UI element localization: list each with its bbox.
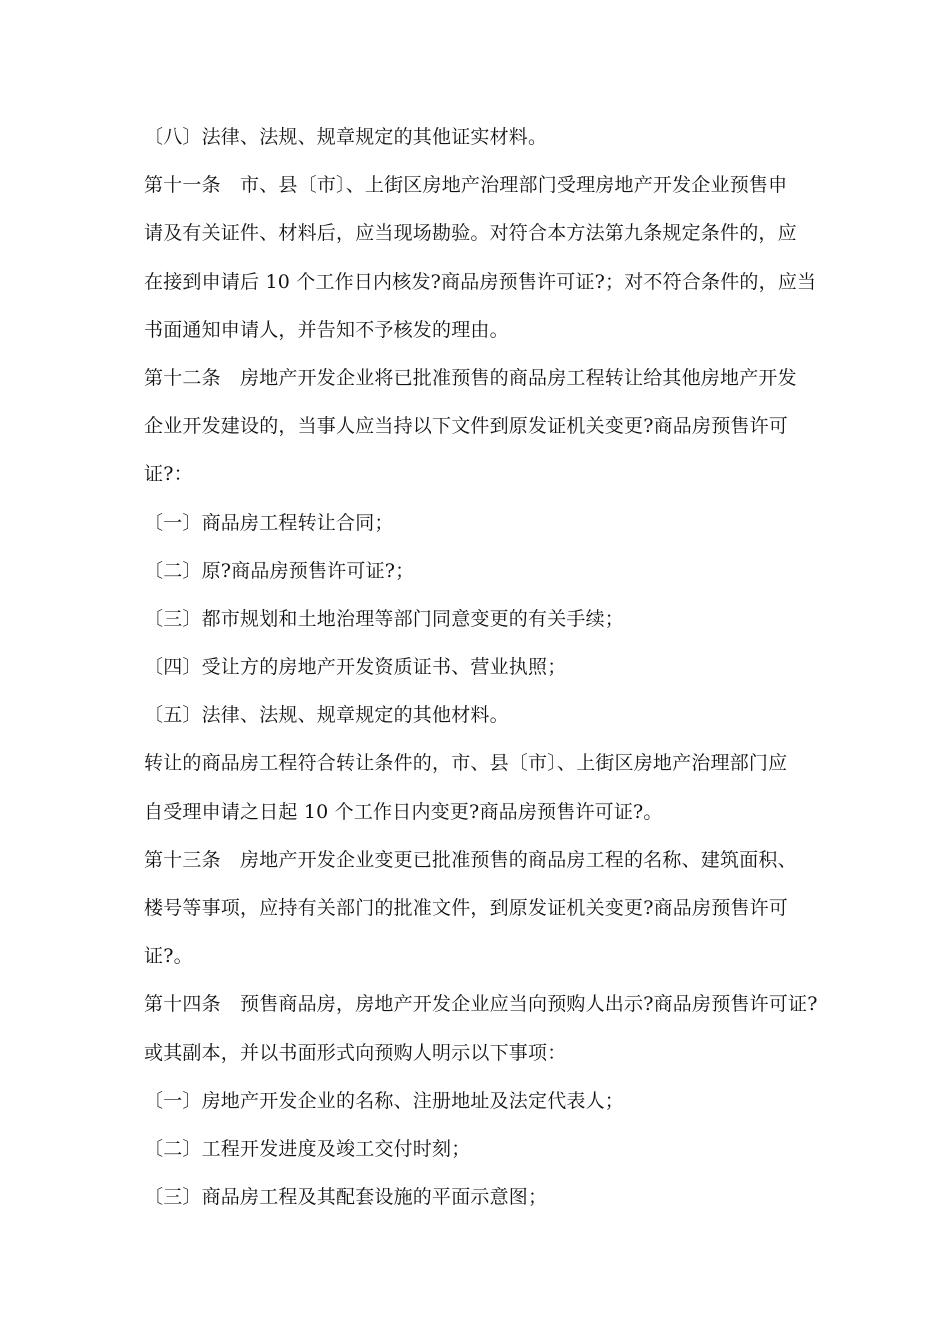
article-12-line-1: 第十二条 房地产开发企业将已批准预售的商品房工程转让给其他房地产开发 [144, 366, 797, 389]
article-12-item-1: 〔一〕商品房工程转让合同； [144, 511, 394, 534]
article-14-line-1: 第十四条 预售商品房，房地产开发企业应当向预购人出示?商品房预售许可证? [144, 993, 818, 1016]
article-14-item-2: 〔二〕工程开发进度及竣工交付时刻； [144, 1137, 471, 1160]
article-11-line-3: 在接到申请后 10 个工作日内核发?商品房预售许可证?；对不符合条件的，应当 [144, 270, 817, 293]
clause-item-8: 〔八〕法律、法规、规章规定的其他证实材料。 [144, 126, 548, 148]
article-11-line-1: 第十一条 市、县〔市〕、上街区房地产治理部门受理房地产开发企业预售申 [144, 174, 788, 197]
document-body [144, 113, 834, 1221]
article-12-item-4: 〔四〕受让方的房地产开发资质证书、营业执照； [144, 656, 567, 679]
article-14-item-3: 〔三〕商品房工程及其配套设施的平面示意图； [144, 1186, 548, 1209]
article-12-line-2: 企业开发建设的，当事人应当持以下文件到原发证机关变更?商品房预售许可 [144, 415, 788, 438]
article-12-item-3: 〔三〕都市规划和土地治理等部门同意变更的有关手续； [144, 607, 625, 630]
article-12-item-5: 〔五〕法律、法规、规章规定的其他材料。 [144, 704, 509, 727]
article-12-item-2: 〔二〕原?商品房预售许可证?； [144, 559, 415, 582]
article-11-line-4: 书面通知申请人，并告知不予核发的理由。 [144, 318, 509, 341]
article-13-line-3: 证?。 [144, 945, 193, 968]
article-13-line-2: 楼号等事项，应持有关部门的批准文件，到原发证机关变更?商品房预售许可 [144, 897, 788, 919]
transfer-paragraph-line-1: 转让的商品房工程符合转让条件的，市、县〔市〕、上街区房地产治理部门应 [144, 752, 788, 775]
transfer-paragraph-line-2: 自受理申请之日起 10 个工作日内变更?商品房预售许可证?。 [144, 800, 663, 823]
article-11-line-2: 请及有关证件、材料后，应当现场勘验。对符合本方法第九条规定条件的，应 [144, 222, 797, 245]
article-13-line-1: 第十三条 房地产开发企业变更已批准预售的商品房工程的名称、建筑面积、 [144, 848, 797, 871]
article-12-line-3: 证?： [144, 463, 193, 486]
article-14-line-2: 或其副本，并以书面形式向预购人明示以下事项： [144, 1041, 567, 1064]
article-14-item-1: 〔一〕房地产开发企业的名称、注册地址及法定代表人； [144, 1089, 625, 1112]
